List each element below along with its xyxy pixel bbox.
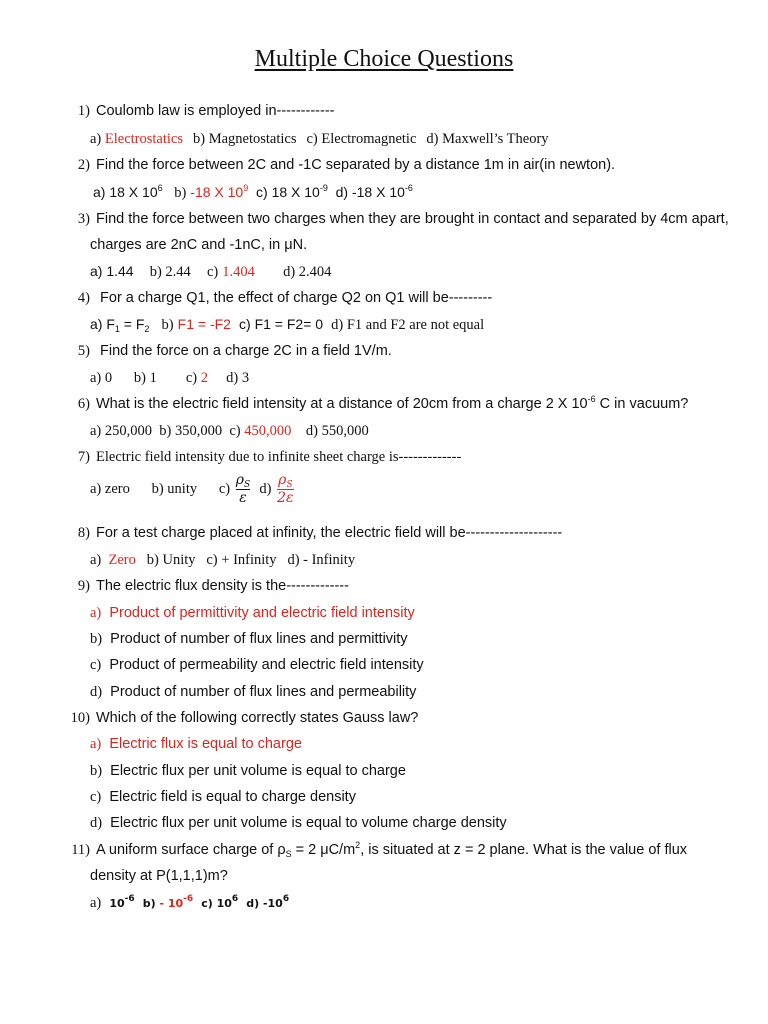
question-number: 9) <box>77 578 90 594</box>
question-4 <box>62 290 492 307</box>
question-text: Which of the following correctly states Gauss law? <box>96 710 419 726</box>
option-d: d) 2.404 <box>283 264 332 280</box>
option-c: c) F1 = F2= 0 <box>239 316 324 332</box>
question-text: Find the force between two charges when they are brought in contact and separated by 4cm apart, <box>96 211 729 227</box>
option-b: b) 1 <box>133 370 157 386</box>
question-number: 4) <box>77 290 90 306</box>
option-a: a) 0 <box>90 370 113 386</box>
question-2-options <box>93 184 413 202</box>
option-d-label: d) <box>259 480 272 497</box>
question-text: What is the electric field intensity at a distance of 20cm from a charge 2 X $10^{-6}$ C in vacuum? <box>96 394 689 412</box>
question-9-option-b: b) Product of number of flux lines and permittivity <box>90 631 408 647</box>
question-1-options <box>90 131 549 148</box>
option-b-label: b) <box>161 317 174 333</box>
option-d: d) 550,000 <box>305 423 369 439</box>
question-text: Coulomb law is employed in------------ <box>96 103 335 119</box>
option-b: b) Unity <box>146 552 196 568</box>
option-a-label: a) <box>90 895 102 911</box>
question-6-options <box>90 423 369 440</box>
question-4-options <box>90 316 484 334</box>
question-10-option-a-answer: a) Electric flux is equal to charge <box>90 736 302 752</box>
question-text: A uniform surface charge of $\rho_S = 2$ $\mu C/m^2$, is situated at z = 2 plane. What is the value of flux <box>96 840 688 859</box>
question-10-option-b: b) Electric flux per unit volume is equal to charge <box>90 763 406 779</box>
question-1 <box>62 103 334 120</box>
question-number: 2) <box>77 157 90 173</box>
option-a-label: a) <box>90 552 102 568</box>
question-number: 8) <box>77 525 90 541</box>
question-7 <box>62 449 461 466</box>
option-a-answer: Zero <box>108 552 136 568</box>
option-d: d) 3 <box>226 370 250 386</box>
option-b: b) 350,000 <box>159 423 223 439</box>
question-8-options <box>90 552 355 569</box>
question-number: 6) <box>77 396 90 412</box>
question-5 <box>62 343 392 360</box>
question-11-options <box>90 895 289 912</box>
option-a-answer: Electrostatics <box>104 131 183 147</box>
question-number: 11) <box>71 842 90 858</box>
option-b-answer: F1 = -F2 <box>177 316 231 332</box>
question-9-option-a-answer: a) Product of permittivity and electric field intensity <box>90 605 415 621</box>
question-10 <box>62 710 418 727</box>
option-d: d) - Infinity <box>287 552 356 568</box>
question-3-options <box>90 263 331 281</box>
question-text: For a charge Q1, the effect of charge Q2 on Q1 will be--------- <box>100 290 493 306</box>
option-c-label: c) <box>229 423 241 439</box>
option-d: d) -18 X $10^{-6}$ <box>335 183 413 200</box>
question-2 <box>62 157 615 174</box>
option-c-answer: 2 <box>200 370 208 386</box>
question-11 <box>62 842 687 859</box>
option-c-answer: 1.404 <box>222 264 255 280</box>
option-b-answer: -18 X $10^9$ <box>190 183 249 200</box>
option-c: c) + Infinity <box>206 552 277 568</box>
option-a: a) $F_1 = F_2$ <box>90 316 150 334</box>
option-c-label: c) <box>218 480 231 497</box>
question-9-option-c: c) Product of permeability and electric field intensity <box>90 657 424 673</box>
question-text: For a test charge placed at infinity, the electric field will be-------------------- <box>96 525 563 541</box>
option-b: b) Magnetostatics <box>193 131 297 147</box>
option-a-label: a) <box>90 131 102 147</box>
question-3 <box>62 211 729 228</box>
option-d: d) Maxwell’s Theory <box>426 131 549 147</box>
question-number: 3) <box>77 211 90 227</box>
option-a: $10^{-6}$ <box>109 894 135 910</box>
option-b: b) unity <box>151 480 198 497</box>
question-number: 1) <box>77 103 90 119</box>
option-d: d) $-10^6$ <box>246 894 290 910</box>
question-number: 7) <box>77 449 90 465</box>
question-number: 10) <box>70 710 90 726</box>
question-9-option-d: d) Product of number of flux lines and permeability <box>90 684 417 700</box>
option-b-label: b) <box>142 897 156 910</box>
page-title: Multiple Choice Questions <box>254 46 514 72</box>
question-number: 5) <box>77 343 90 359</box>
option-c: c) $10^6$ <box>201 894 239 910</box>
option-a: a) 1.44 <box>90 263 134 279</box>
question-text: Find the force on a charge 2C in a field 1V/m. <box>100 343 392 359</box>
option-a: a) 18 X $10^6$ <box>93 183 163 200</box>
question-10-option-c: c) Electric field is equal to charge density <box>90 789 356 805</box>
question-text: Electric field intensity due to infinite sheet charge is------------- <box>96 449 462 465</box>
option-c-fraction: $\frac{\rho_S}{\varepsilon}$ <box>235 472 251 506</box>
option-c: c) 18 X $10^{-9}$ <box>256 183 328 200</box>
question-8 <box>62 525 562 542</box>
question-10-option-d: d) Electric flux per unit volume is equal to volume charge density <box>90 815 507 831</box>
option-c-label: c) <box>185 370 198 386</box>
option-a: a) zero <box>90 480 130 497</box>
option-c: c) Electromagnetic <box>306 131 417 147</box>
question-6 <box>62 396 688 413</box>
question-5-options <box>90 370 249 387</box>
option-c-answer: 450,000 <box>244 423 292 439</box>
question-11-line2: density at P(1,1,1)m? <box>90 868 228 884</box>
option-d: d) F1 and F2 are not equal <box>331 317 485 333</box>
question-3-line2: charges are 2nC and -1nC, in μN. <box>90 237 308 253</box>
option-b-answer: - $10^{-6}$ <box>155 894 194 910</box>
option-b: b) 2.44 <box>149 264 191 280</box>
question-9 <box>62 578 349 595</box>
option-a: a) 250,000 <box>90 423 153 439</box>
option-d-fraction-answer: $\frac{\rho_S}{2\varepsilon}$ <box>277 472 294 506</box>
question-text: The electric flux density is the------------- <box>96 578 349 594</box>
question-text: Find the force between 2C and -1C separated by a distance 1m in air(in newton). <box>96 157 616 173</box>
option-c-label: c) <box>206 264 219 280</box>
option-b-label: b) <box>174 185 187 201</box>
question-7-options <box>90 472 296 507</box>
